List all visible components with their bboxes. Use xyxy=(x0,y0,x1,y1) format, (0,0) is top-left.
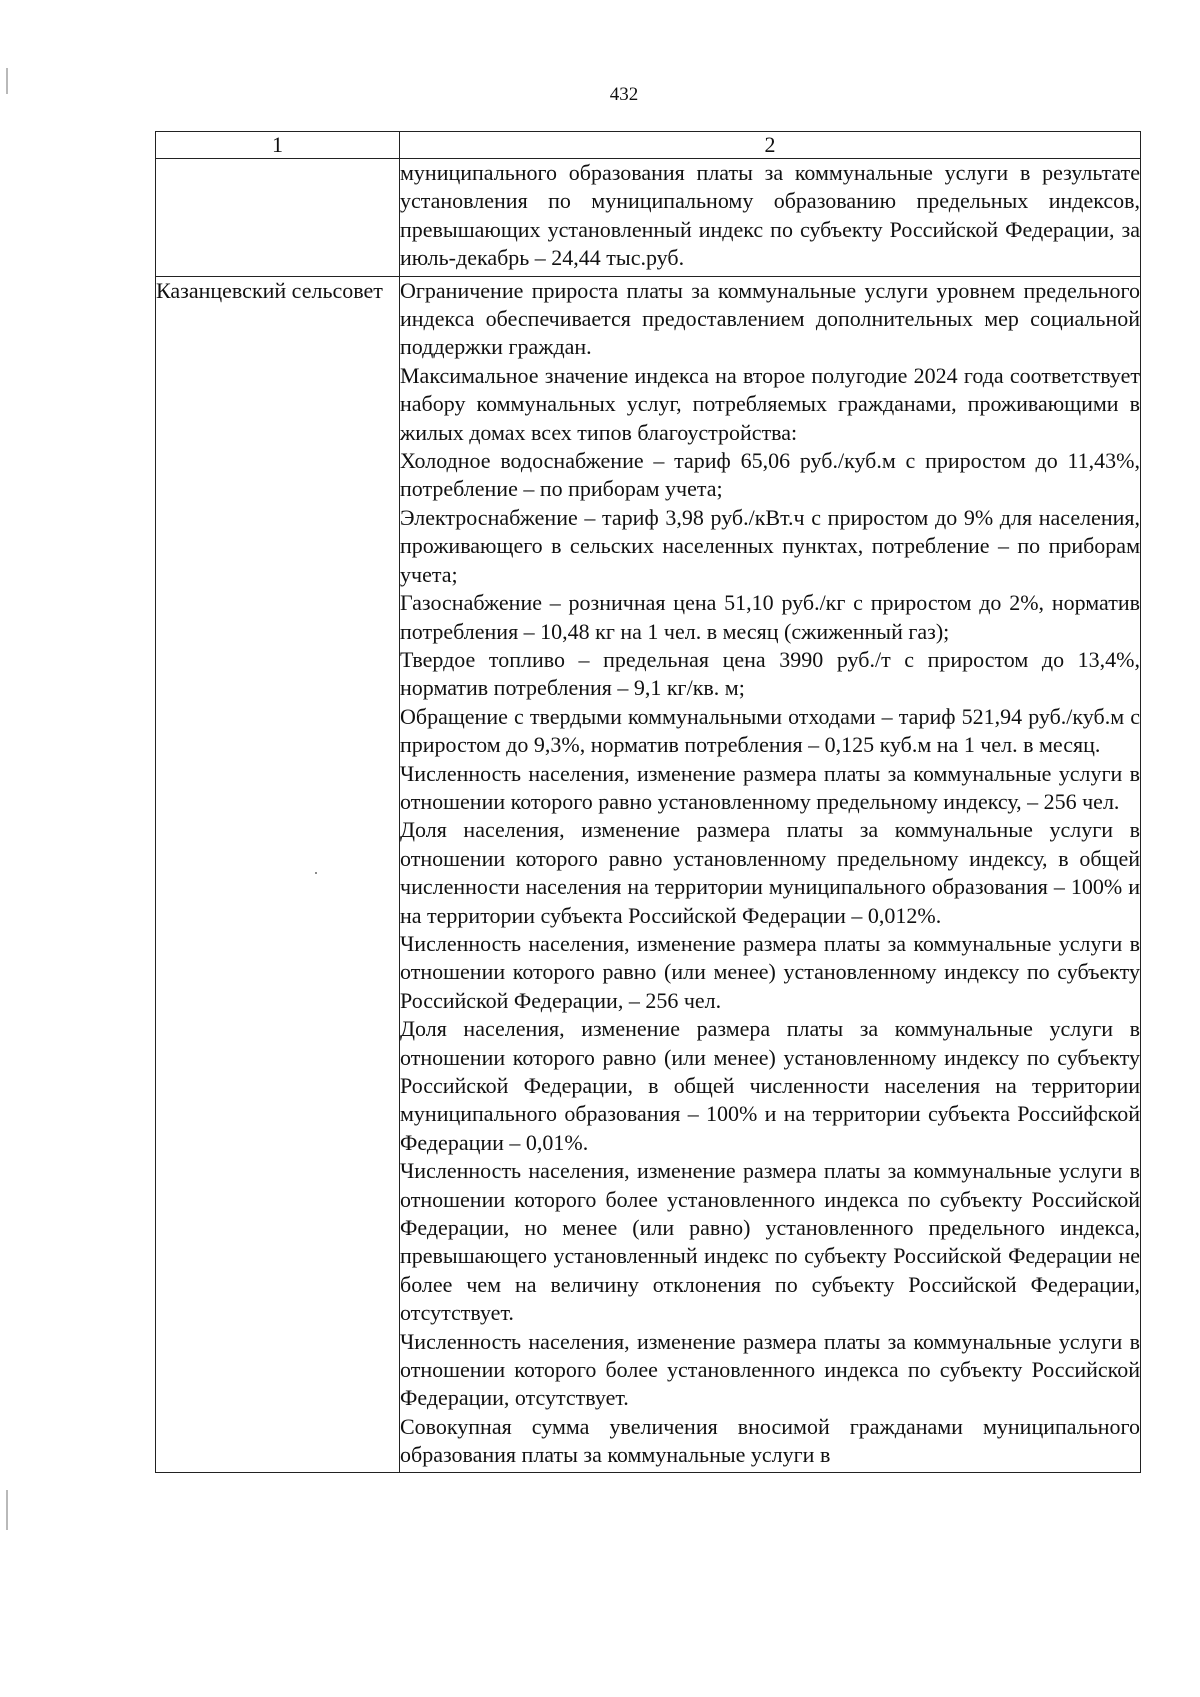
scan-speck xyxy=(315,872,317,874)
paragraph: Твердое топливо – предельная цена 3990 руб./т с приростом до 13,4%, норматив потребления – 9,1 кг/кв. м; xyxy=(400,646,1140,701)
paragraph: Численность населения, изменение размера платы за коммунальные услуги в отношении которого более установленного индекса по субъекту Российской Федерации, но менее (или равно) установленного предельного индекса, превышающего установленный индекс по субъекту Российской Федерации не более чем на величину отклонения по субъекту Российской Федерации, отсутствует. xyxy=(400,1158,1140,1326)
paragraph: Электроснабжение – тариф 3,98 руб./кВт.ч с приростом до 9% для населения, проживающего в сельских населенных пунктах, потребление – по приборам учета; xyxy=(400,504,1140,587)
municipality-cell: Казанцевский сельсовет xyxy=(156,276,400,1472)
table-header-row xyxy=(156,132,1141,159)
paragraph: Газоснабжение – розничная цена 51,10 руб./кг с приростом до 2%, норматив потребления – 10,48 кг на 1 чел. в месяц (сжиженный газ); xyxy=(400,590,1140,644)
page-number: 432 xyxy=(609,84,639,105)
description-cell xyxy=(400,276,1141,1472)
paragraph: Численность населения, изменение размера платы за коммунальные услуги в отношении которого более установленного индекса по субъекту Российской Федерации, отсутствует. xyxy=(400,1328,1140,1411)
paragraph: Доля населения, изменение размера платы за коммунальные услуги в отношении которого равно установленному предельному индексу, в общей численности населения на территории муниципального образования – 100% и на территории субъекта Российской Федерации – 0,012%. xyxy=(400,817,1140,928)
paragraph: муниципального образования платы за коммунальные услуги в результате установления по муниципальному образованию предельных индексов, превышающих установленный индекс по субъекту Российской Федерации, за июль-декабрь – 24,44 тыс.руб. xyxy=(400,160,1140,271)
column-header-1: 1 xyxy=(156,132,400,159)
description-cell xyxy=(400,159,1141,277)
paragraph: Численность населения, изменение размера платы за коммунальные услуги в отношении которого равно установленному предельному индексу, – 256 чел. xyxy=(400,760,1140,814)
table-row-kazantsevsky xyxy=(156,276,1141,1472)
scan-margin-mark xyxy=(6,1490,8,1530)
paragraph: Совокупная сумма увеличения вносимой гражданами муниципального образования платы за коммунальные услуги в xyxy=(400,1413,1140,1468)
paragraph: Обращение с твердыми коммунальными отходами – тариф 521,94 руб./куб.м с приростом до 9,3%, норматив потребления – 0,125 куб.м на 1 чел. в месяц. xyxy=(400,703,1140,758)
municipality-cell xyxy=(156,159,400,277)
paragraph: Ограничение прироста платы за коммунальные услуги уровнем предельного индекса обеспечивается предоставлением дополнительных мер социальной поддержки граждан. xyxy=(400,277,1140,360)
table-row-continuation xyxy=(156,159,1141,277)
paragraph: Численность населения, изменение размера платы за коммунальные услуги в отношении которого равно (или менее) установленному индексу по субъекту Российской Федерации, – 256 чел. xyxy=(400,930,1140,1013)
column-header-2: 2 xyxy=(400,132,1141,159)
paragraph: Доля населения, изменение размера платы за коммунальные услуги в отношении которого равно (или менее) установленному индексу по субъекту Российской Федерации, в общей численности населения на территории муниципального образования – 100% и на территории субъекта Российфской Федерации – 0,01%. xyxy=(400,1016,1140,1155)
content-table xyxy=(155,131,1141,1473)
paragraph: Холодное водоснабжение – тариф 65,06 руб./куб.м с приростом до 11,43%, потребление – по приборам учета; xyxy=(400,448,1140,502)
scan-margin-mark xyxy=(6,68,8,94)
paragraph: Максимальное значение индекса на второе полугодие 2024 года соответствует набору коммунальных услуг, потребляемых гражданами, проживающими в жилых домах всех типов благоустройства: xyxy=(400,362,1140,445)
